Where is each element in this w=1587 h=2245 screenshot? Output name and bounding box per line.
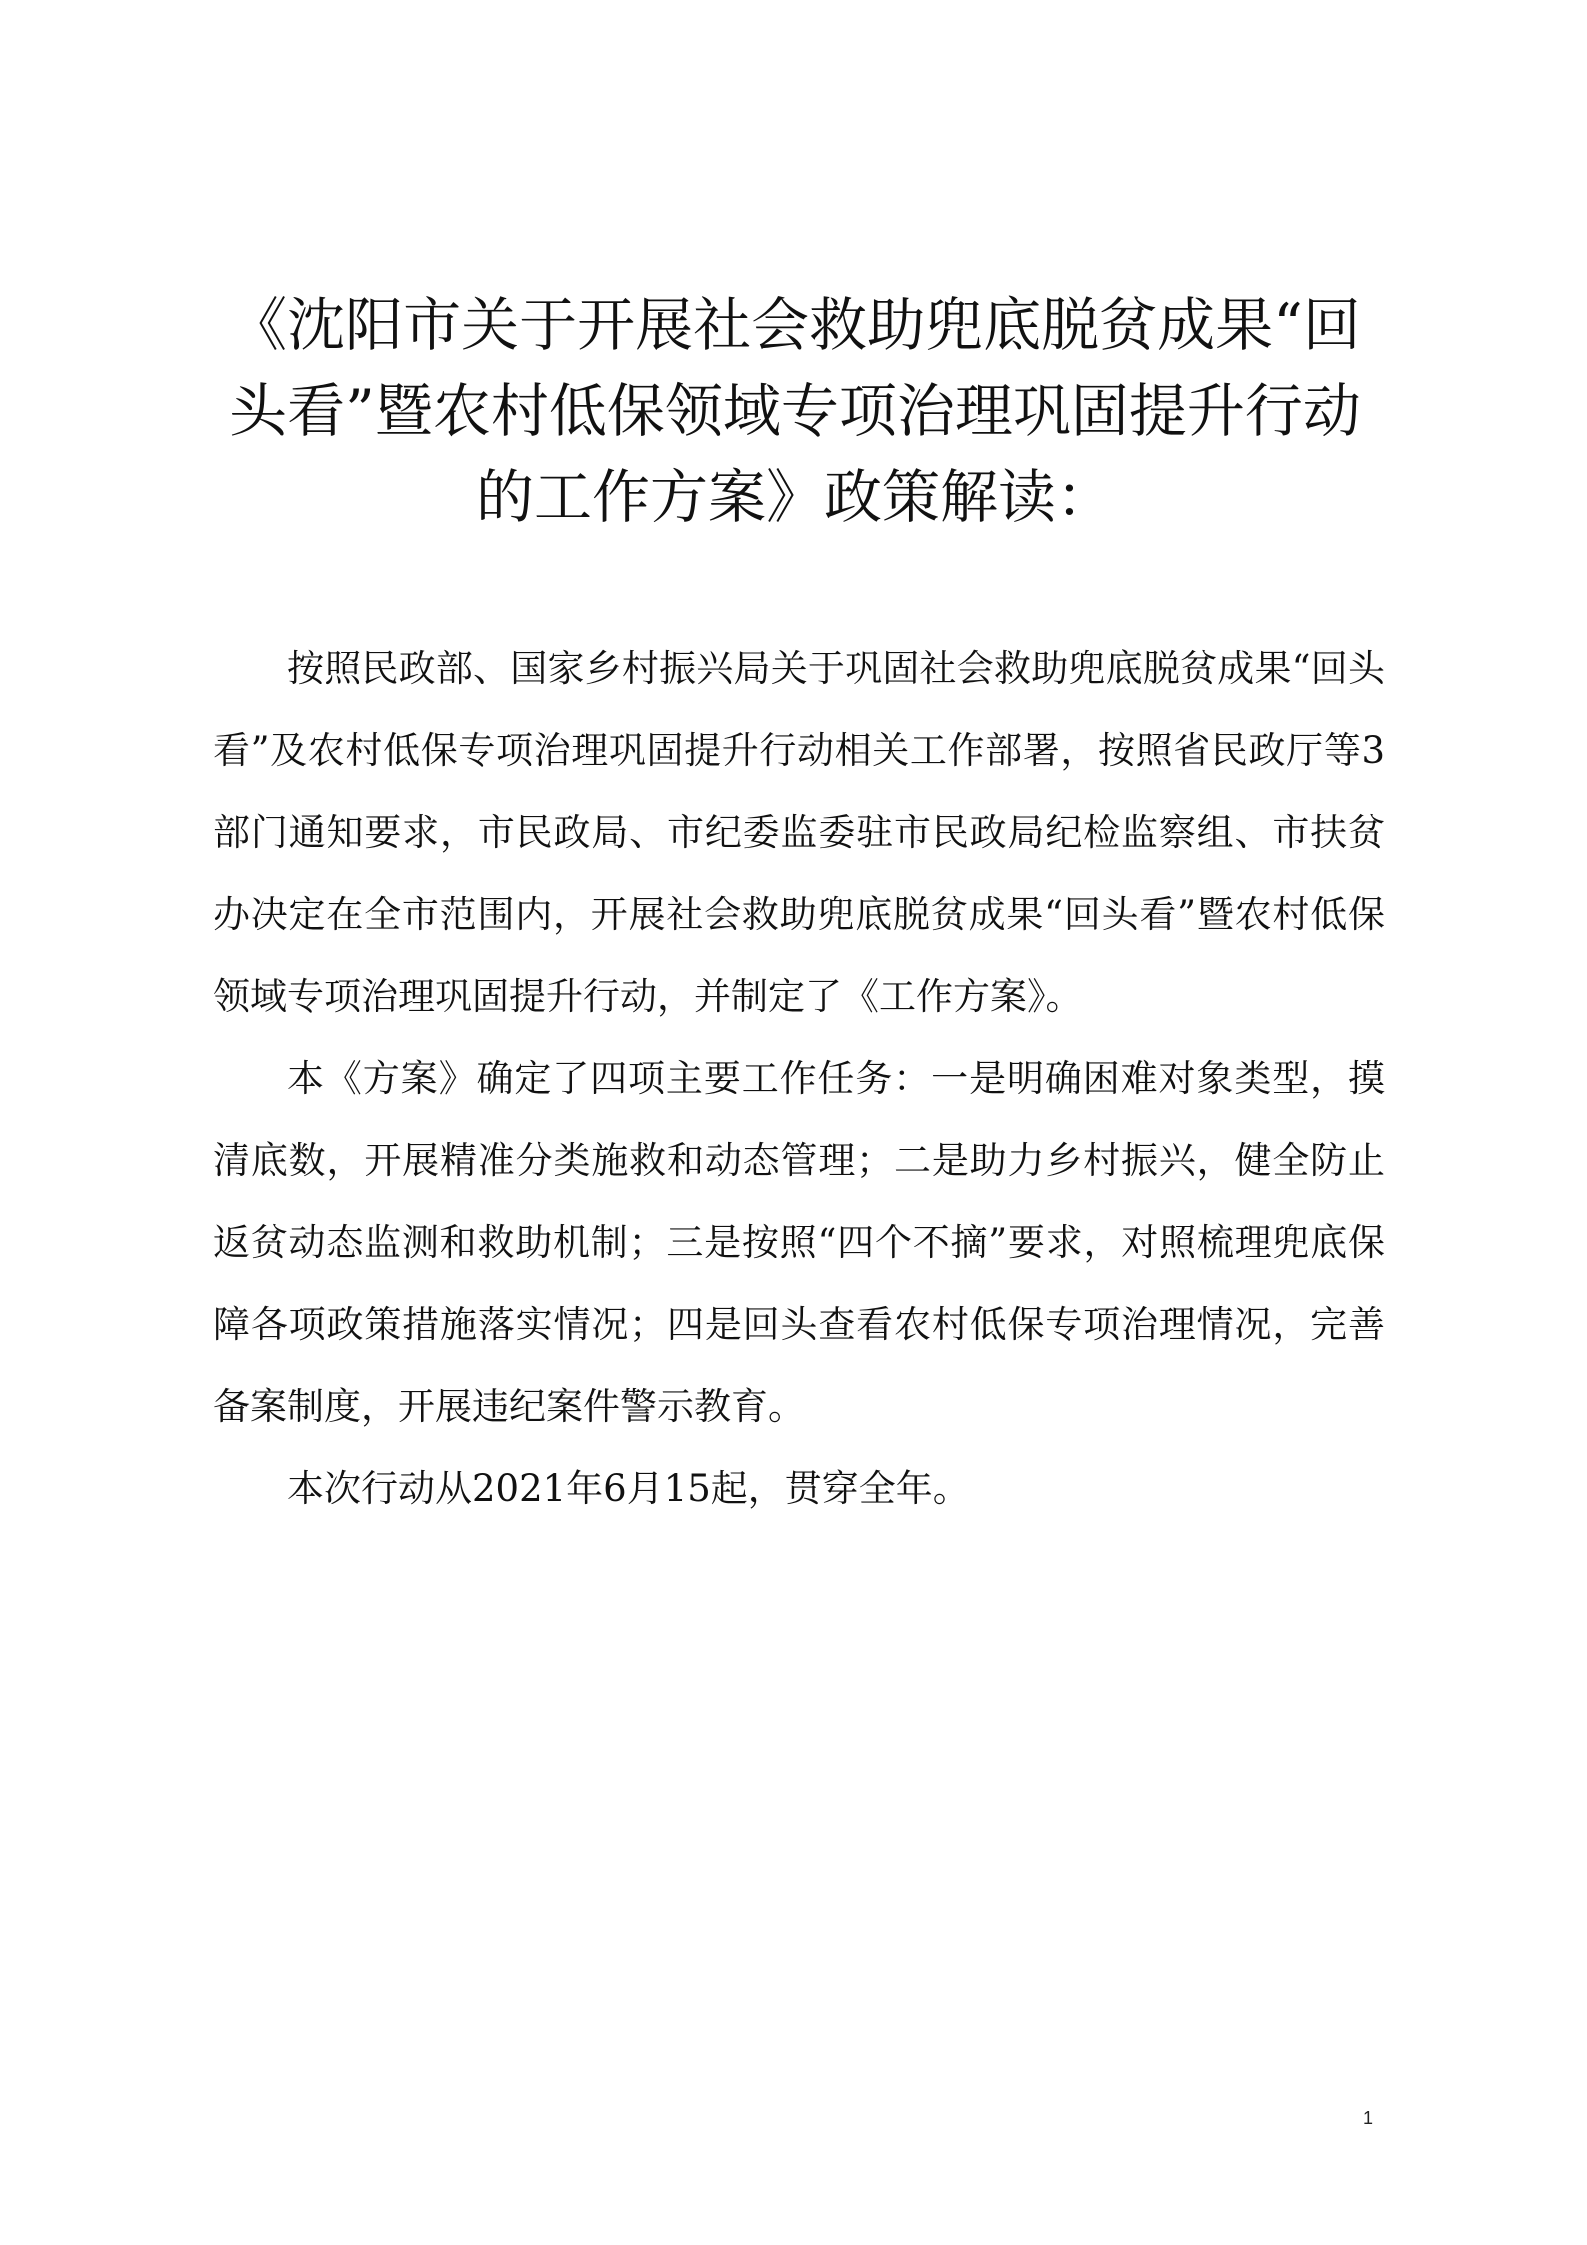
paragraph-timeline: 本次行动从2021年6月15起，贯穿全年。 [287, 1467, 970, 1510]
paragraph-background: 按照民政部、国家乡村振兴局关于巩固社会救助兜底脱贫成果“回头看”及农村低保专项治理巩固提升行动相关工作部署，按照省民政厅等3部门通知要求，市民政局、市纪委监委驻市民政局纪检监察组、市扶贫办决定在全市范围内，开展社会救助兜底脱贫成果“回头看”暨农村低保领域专项治理巩固提升行动，并制定了《工作方案》。 [213, 647, 1385, 1018]
title-line-2: 头看”暨农村低保领域专项治理巩固提升行动 [229, 377, 1361, 445]
document-title [210, 282, 1380, 540]
title-line-1: 《沈阳市关于开展社会救助兜底脱贫成果“回 [229, 291, 1361, 359]
title-line-3: 的工作方案》政策解读： [475, 463, 1114, 531]
document-body [213, 628, 1385, 1530]
page-number: 1 [1363, 2108, 1374, 2128]
paragraph-tasks: 本《方案》确定了四项主要工作任务：一是明确困难对象类型，摸清底数，开展精准分类施救和动态管理；二是助力乡村振兴，健全防止返贫动态监测和救助机制；三是按照“四个不摘”要求，对照梳理兜底保障各项政策措施落实情况；四是回头查看农村低保专项治理情况，完善备案制度，开展违纪案件警示教育。 [213, 1057, 1385, 1428]
